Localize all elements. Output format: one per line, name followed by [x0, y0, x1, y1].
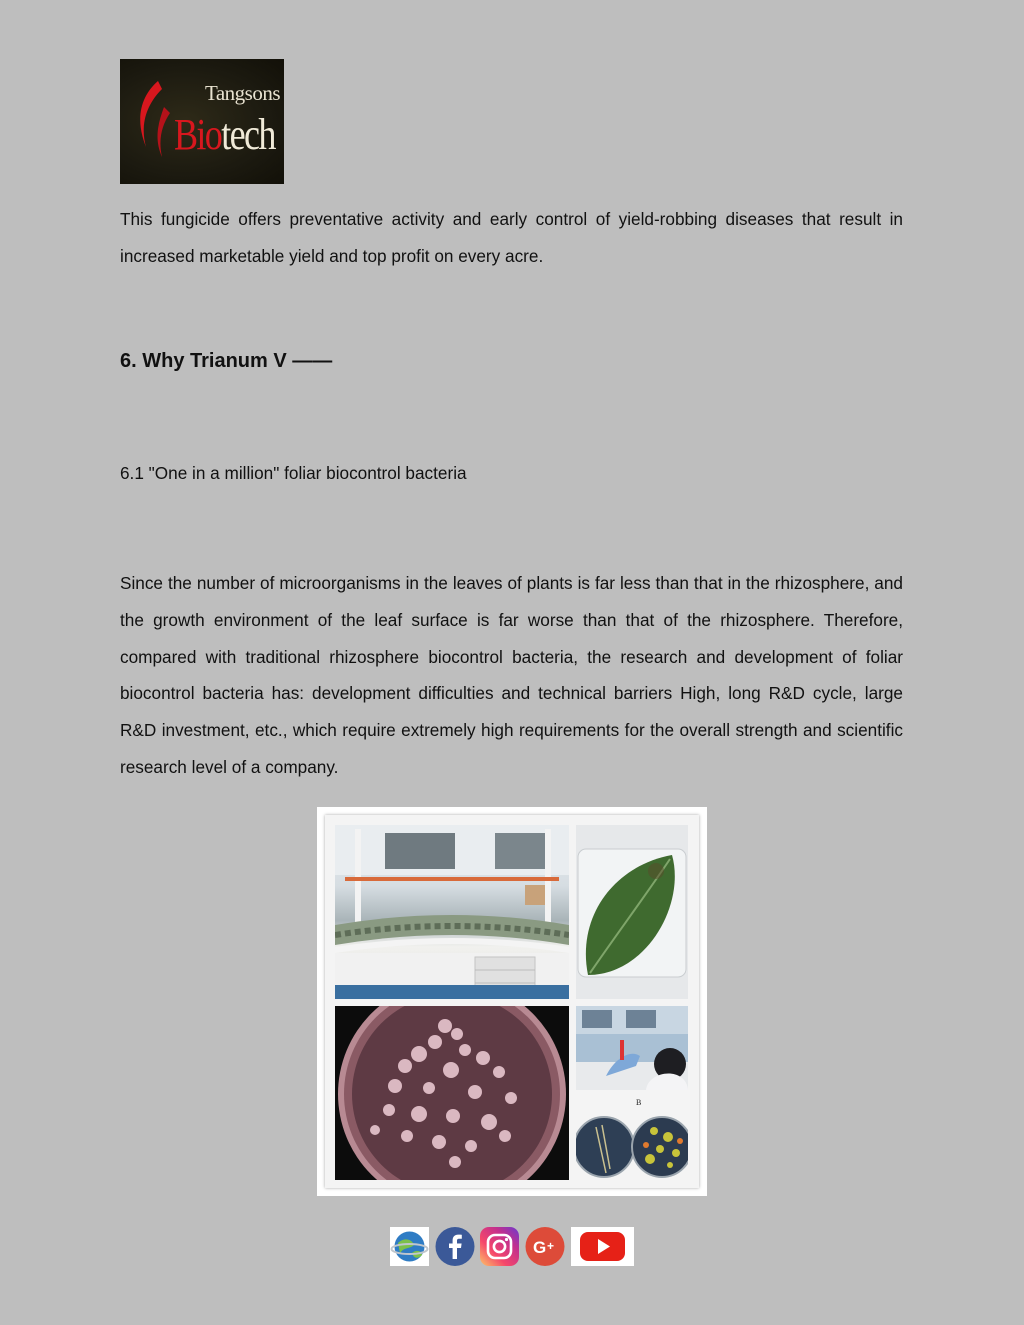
svg-text:G: G: [533, 1238, 547, 1257]
instagram-icon[interactable]: [480, 1227, 519, 1266]
body-paragraph: Since the number of microorganisms in the leaves of plants is far less than that in the rhizosphere, and the growth environment of the leaf surface is far worse than that of the rhizosphere. Therefore, compared with traditional rhizosphere biocontrol bacteria, the research and development of foliar biocontrol bacteria has: development difficulties and technical barriers High, long R&D cycle, large R&D investment, etc., which require extremely high requirements for the overall strength and scientific research level of a company.: [120, 573, 903, 777]
research-photo-collage: [317, 807, 707, 1196]
company-logo: [120, 59, 284, 184]
section-heading: 6. Why Trianum V ——: [120, 350, 333, 372]
plate-label: B: [636, 1098, 642, 1107]
logo-text-biotech: Biotech: [174, 110, 275, 159]
website-icon[interactable]: [390, 1227, 429, 1266]
youtube-icon[interactable]: [571, 1227, 634, 1266]
leaf-sample-photo: [576, 825, 688, 999]
google-plus-icon[interactable]: [525, 1227, 565, 1266]
researcher-lab-photo: [576, 1006, 688, 1090]
intro-paragraph: This fungicide offers preventative activity and early control of yield-robbing diseases that result in increased marketable yield and top profit on every acre.: [120, 209, 903, 266]
subsection-heading: 6.1 "One in a million" foliar biocontrol bacteria: [120, 463, 467, 483]
logo-swoosh-icon: [128, 77, 178, 167]
logo-text-tangsons: Tangsons: [205, 81, 281, 105]
plate-comparison-photo: [576, 1097, 688, 1180]
petri-dish-culture-photo: [335, 1006, 569, 1180]
social-icons-bar: [390, 1227, 634, 1266]
facebook-icon[interactable]: [435, 1227, 475, 1266]
svg-text:+: +: [547, 1239, 555, 1253]
lab-bench-photo: [335, 825, 569, 999]
